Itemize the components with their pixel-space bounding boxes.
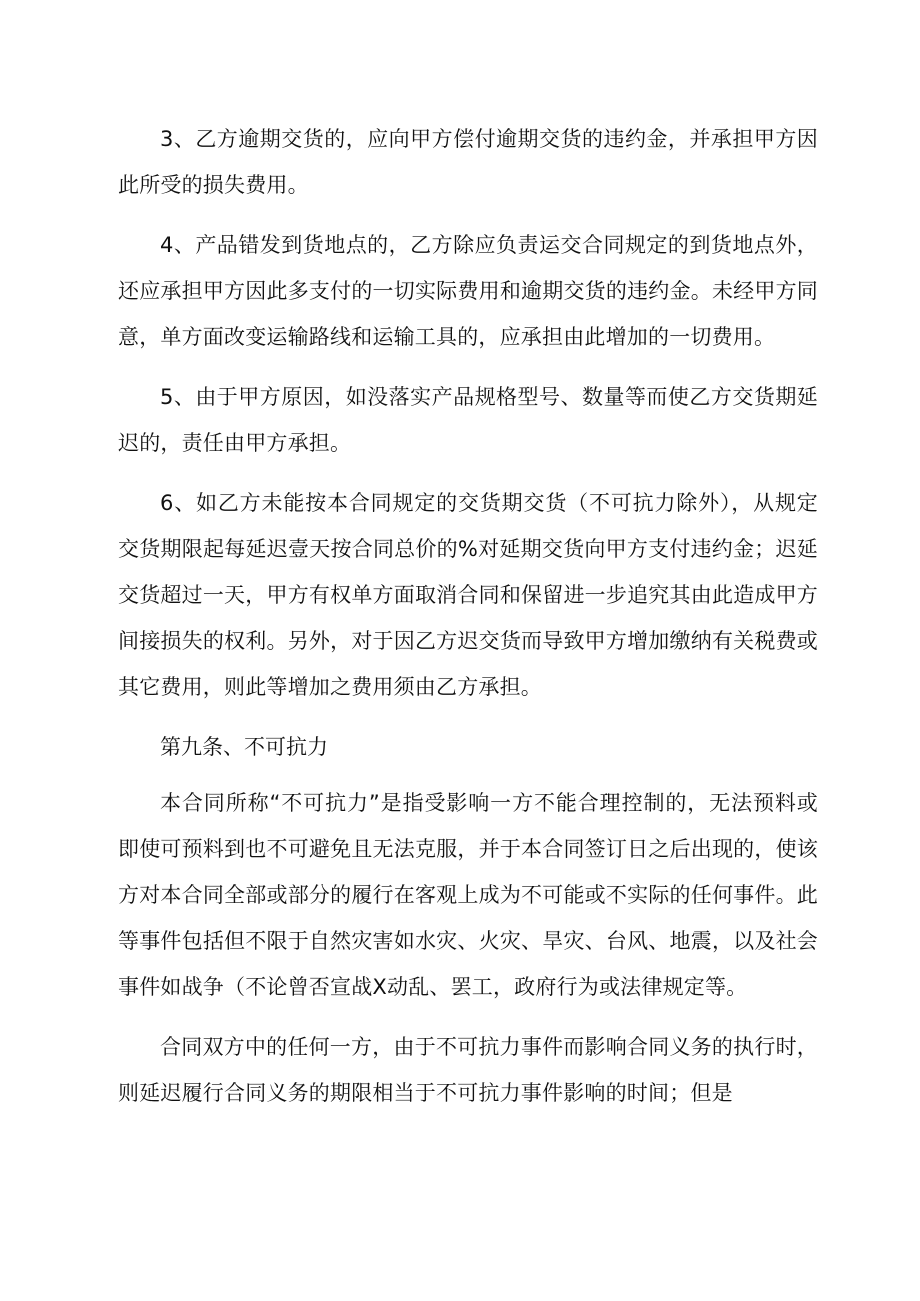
clause-5-paragraph: 5、由于甲方原因，如没落实产品规格型号、数量等而使乙方交货期延迟的，责任由甲方承担。 [118, 385, 818, 455]
section-heading: 第九条、不可抗力 [160, 735, 328, 759]
clause-3-paragraph: 3、乙方逾期交货的，应向甲方偿付逾期交货的违约金，并承担甲方因此所受的损失费用。 [118, 127, 818, 197]
clause-4-paragraph: 4、产品错发到货地点的，乙方除应负责运交合同规定的到货地点外，还应承担甲方因此多支付的一切实际费用和逾期交货的违约金。未经甲方同意，单方面改变运输路线和运输工具的，应承担由此增加的一切费用。 [118, 233, 818, 349]
document-body [118, 116, 818, 1130]
clause-6-paragraph: 6、如乙方未能按本合同规定的交货期交货（不可抗力除外），从规定交货期限起每延迟壹天按合同总价的%对延期交货向甲方支付违约金；迟延交货超过一天，甲方有权单方面取消合同和保留进一步追究其由此造成甲方间接损失的权利。另外，对于因乙方迟交货而导致甲方增加缴纳有关税费或其它费用，则此等增加之费用须由乙方承担。 [118, 491, 818, 699]
force-majeure-definition-paragraph: 本合同所称“不可抗力”是指受影响一方不能合理控制的，无法预料或即使可预料到也不可避免且无法克服，并于本合同签订日之后出现的，使该方对本合同全部或部分的履行在客观上成为不可能或不实际的任何事件。此等事件包括但不限于自然灾害如水灾、火灾、旱灾、台风、地震，以及社会事件如战争（不论曾否宣战X动乱、罢工，政府行为或法律规定等。 [118, 791, 818, 999]
force-majeure-effect-paragraph: 合同双方中的任何一方，由于不可抗力事件而影响合同义务的执行时，则延迟履行合同义务的期限相当于不可抗力事件影响的时间；但是 [118, 1035, 818, 1105]
